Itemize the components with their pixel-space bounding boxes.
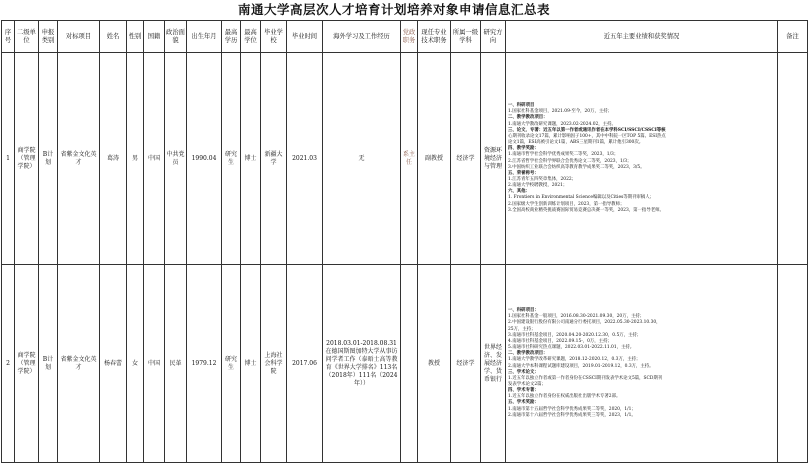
header-no: 序号 [2,21,15,53]
cell-category: B计划 [39,265,58,463]
cell-degree: 博士 [241,265,261,463]
cell-school: 新疆大学 [261,53,287,265]
achievement-line: 5.南通市社科研究热点课题，2022.03.01-2022.11.01，主持。 [508,345,635,351]
table-row [2,265,808,463]
achievement-line: 心期刊收录论文17篇，累计影响因子100+，其中中科院一区TOP 5篇、ESI热点 [508,133,666,139]
cell-discipline: 经济学 [451,53,481,265]
cell-achievements [506,265,778,463]
achievement-line: 2.南通大学校聘教授，2021； [508,183,568,189]
achievement-line: 1.江苏青年五四奖章集体，2022； [508,176,577,182]
header-discipline: 所属一级学科 [451,21,481,53]
cell-birth: 1990.04 [187,53,222,265]
cell-no: 2 [2,265,15,463]
achievement-line: 1.国家社科基金一般项目，2016.08.30-2021.09.30，20万，主持； [508,314,645,320]
cell-unit: 商学院（管理学院） [15,53,39,265]
page-title: 南通大学高层次人才培育计划培养对象申请信息汇总表 [237,2,550,17]
header-remarks: 备注 [778,21,808,53]
achievement-line: 三、学术论文： [508,369,539,375]
achievement-line: 论文1篇，ESI高被引论文1篇，ABS三星期刊1篇，累计他引300次。 [508,140,644,146]
cell-nationality: 中国 [144,265,165,463]
header-achievements: 近五年主要业绩和获奖情况 [506,21,778,53]
header-unit: 二级单位 [15,21,39,53]
achievement-line: 25万，主持； [508,326,536,332]
cell-benchmark: 省紫金文化英才 [58,265,100,463]
achievement-line: 一、科研项目 [508,103,535,109]
cell-political: 中共党员 [165,53,187,265]
cell-degree: 博士 [241,53,261,265]
cell-overseas: 无 [323,53,401,265]
header-political: 政治面貌 [165,21,187,53]
achievement-line: 2.中国建设银行股份有限公司南通分行委托项目，2022.05.30-2023.10.30， [508,320,661,326]
achievement-line: 1. Frontiers in Environmental Science编辑以及Cities等期刊审稿人； [508,195,655,201]
achievement-line: 1.南通市第十五届哲学社会科学优秀成果奖二等奖，2020，1/1； [508,406,636,412]
achievement-line: 3.南通市社科基金项目，2020.04.20-2020.12.30，0.5万，主持； [508,332,642,338]
achievement-line: 五、荣誉称号： [508,170,539,176]
header-category: 申报类别 [39,21,58,53]
cell-name: 杨春蕾 [100,265,127,463]
achievement-line: 二、教学教改项目： [508,351,548,357]
header-gender: 性别 [127,21,144,53]
achievement-line: 2.南通市第十六届哲学社会科学优秀成果奖三等奖，2023，1/1。 [508,412,636,418]
achievement-line: 2.国家级大学生创新训练计划项目，2023，第一指导教师； [508,201,625,207]
achievement-line: 1.近五年以独立作者身份在权威出版社出版学术专著2部。 [508,394,621,400]
cell-gender: 男 [127,53,144,265]
table-row [2,53,808,265]
cell-title: 教授 [418,265,451,463]
achievement-line: 3.中国纺织工业联合会纺织高等教育教学成果奖二等奖，2023，3/5。 [508,164,645,170]
achievement-line: 1.近五年以独立作者或第一作者身份在CSSCI期刊发表学术论文5篇，SCD期刊 [508,375,663,381]
cell-party-post: 系主任 [401,53,418,265]
applicant-table [1,20,808,463]
cell-category: B计划 [39,53,58,265]
cell-benchmark: 省紫金文化英才 [58,53,100,265]
cell-remarks [778,265,808,463]
cell-gender: 女 [127,265,144,463]
header-benchmark: 对标项目 [58,21,100,53]
header-name: 姓名 [100,21,127,53]
achievement-line: 1.南通大学教学改革研究课题，2018.12-2020.12，0.3万，主持； [508,357,641,363]
achievement-line: 六、其他： [508,189,530,195]
cell-remarks [778,53,808,265]
achievement-line: 4.南通市社科基金项目，2022.09.15-，0万，主持； [508,338,612,344]
header-grad-time: 毕业时间 [287,21,323,53]
cell-research: 世界经济、发展经济学、货币银行 [481,265,506,463]
header-birth: 出生年月 [187,21,222,53]
cell-research: 资源环境经济与管理 [481,53,506,265]
cell-unit: 商学院（管理学院） [15,265,39,463]
cell-no: 1 [2,53,15,265]
cell-achievements [506,53,778,265]
achievement-line: 五、学术奖励： [508,400,539,406]
achievement-line: 发表学术论文2篇； [508,381,546,387]
cell-discipline: 经济学 [451,265,481,463]
cell-name: 葛涛 [100,53,127,265]
cell-overseas: 2018.03.01-2018.08.31在德国斯图加特大学从事访问学者工作（泰晤士高等教育《世界大学排名》113名（2018年）111名（2024年）） [323,265,401,463]
achievement-line: 2.江苏省哲学社会科学界联合会优秀论文二等奖，2023，1/3； [508,158,632,164]
header-row [2,21,808,53]
cell-school: 上海社会科学院 [261,265,287,463]
header-title: 现任专业技术职务 [418,21,451,53]
achievement-line: 四、教学奖励： [508,146,539,152]
cell-grad-time: 2017.06 [287,265,323,463]
header-overseas: 海外学习及工作经历 [323,21,401,53]
cell-education: 研究生 [222,265,241,463]
header-education: 最高学历 [222,21,241,53]
cell-education: 研究生 [222,53,241,265]
header-research: 研究方向 [481,21,506,53]
achievement-line: 四、学术专著： [508,388,539,394]
header-party-post: 党政职务 [401,21,418,53]
cell-party-post [401,265,418,463]
achievement-line: 二、教学教改项目： [508,115,548,121]
cell-title: 副教授 [418,53,451,265]
achievement-line: 3.全国高校商业精英挑战赛国际贸易竞赛总决赛一等奖，2023，第一指导老师。 [508,207,664,213]
cell-nationality: 中国 [144,53,165,265]
achievement-line: 三、论文、专著：近五年以第一作者或通讯作者在本学科SCI/SSCI/CSSCI等核 [508,127,666,133]
achievement-line: 1.南通市哲学社会科学优秀成果奖二等奖，2023，1/3； [508,152,619,158]
achievement-line: 1.国家社科基金项目，2021.09-至今，20万，主持； [508,109,613,115]
achievement-line: 2.南通大学本科课程试题库建设项目，2019.01-2019.12，0.3万，主持。 [508,363,654,369]
cell-birth: 1979.12 [187,265,222,463]
header-degree: 最高学位 [241,21,261,53]
cell-grad-time: 2021.03 [287,53,323,265]
header-nationality: 国籍 [144,21,165,53]
achievement-line: 一、科研项目： [508,308,539,314]
cell-political: 民革 [165,265,187,463]
achievement-line: 1.南通大学教改研究课题，2023.02-2024.02，主持。 [508,121,616,127]
header-school: 毕业学校 [261,21,287,53]
